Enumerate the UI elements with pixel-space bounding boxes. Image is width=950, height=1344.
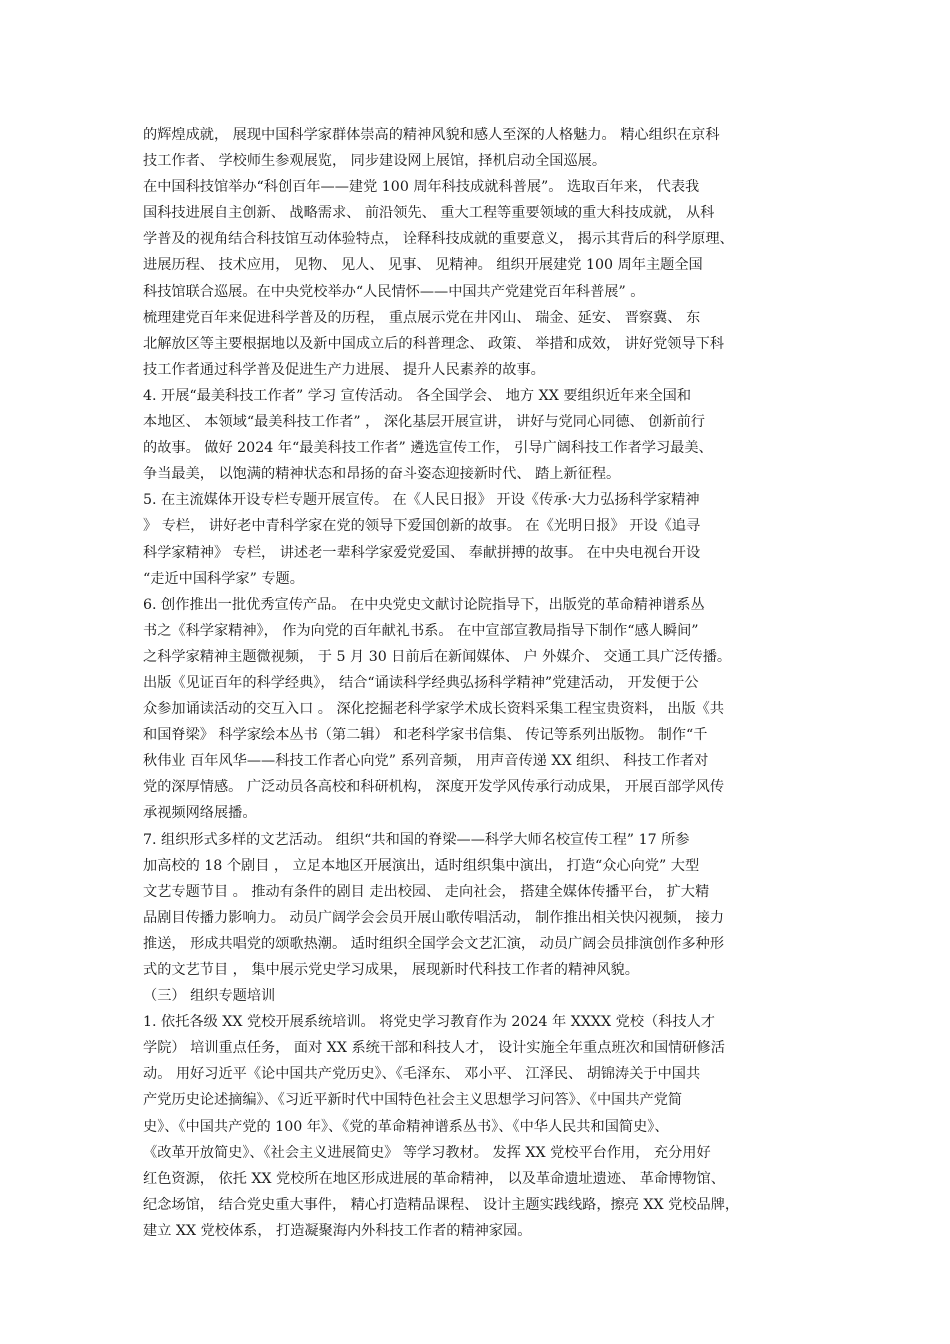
text-line: 》 专栏， 讲好老中青科学家在党的领导下爱国创新的故事。 在《光明日报》 开设《追寻 (143, 518, 701, 535)
text-line: 科技馆联合巡展。在中央党校举办“人民情怀——中国共产党建党百年科普展” 。 (143, 283, 645, 300)
text-line: 出版《见证百年的科学经典》， 结合“诵读科学经典弘扬科学精神”党建活动， 开发便于公 (143, 674, 699, 691)
text-line: 的辉煌成就， 展现中国科学家群体崇高的精神风貌和感人至深的人格魅力。 精心组织在京科 (143, 127, 720, 143)
text-line: 建立 XX 党校体系， 打造凝聚海内外科技工作者的精神家园。 (143, 1222, 532, 1239)
text-line: 品剧目传播力影响力。 动员广阔学会会员开展山歌传唱活动， 制作推出相关快闪视频， 接力 (143, 909, 725, 926)
text-line: 学院） 培训重点任务， 面对 XX 系统干部和科技人才， 设计实施全年重点班次和国情研修活 (143, 1040, 725, 1057)
text-line: 党的深厚情感。 广泛动员各高校和科研机构， 深度开发学风传承行动成果， 开展百部学风传 (143, 779, 725, 796)
text-line: 进展历程、 技术应用， 见物、 见人、 见事、 见精神。 组织开展建党 100 周年主题全国 (143, 257, 703, 274)
text-line: 1. 依托各级 XX 党校开展系统培训。 将党史学习教育作为 2024 年 XXXX 党校（科技人才 (143, 1014, 715, 1031)
text-line: 史》、《中国共产党的 100 年》、《党的革命精神谱系丛书》、《中华人民共和国简史》、 (143, 1118, 669, 1135)
text-line: 产党历史论述摘编》、《习近平新时代中国特色社会主义思想学习问答》、《中国共产党简 (143, 1092, 683, 1109)
document-body (143, 122, 813, 1244)
text-line: 文艺专题节目 。 推动有条件的剧目 走出校园、 走向社会， 搭建全媒体传播平台， 扩大精 (143, 883, 710, 900)
text-line: 秋伟业 百年风华——科技工作者心向党” 系列音频， 用声音传递 XX 组织、 科技工作者对 (143, 753, 709, 770)
text-line: 推送， 形成共唱党的颂歌热潮。 适时组织全国学会文艺汇演， 动员广阔会员排演创作多种形 (143, 935, 725, 952)
text-line: 承视频网络展播。 (143, 805, 257, 822)
text-line: 众参加诵读活动的交互入口 。 深化挖掘老科学家学术成长资料采集工程宝贵资料， 出版《共 (143, 701, 725, 718)
text-line: 和国脊梁》 科学家绘本丛书（第二辑） 和老科学家书信集、 传记等系列出版物。 制作“千 (143, 727, 708, 744)
text-line: 加高校的 18 个剧目 ， 立足本地区开展演出，适时组织集中演出， 打造“众心向党” 大型 (143, 857, 700, 874)
text-line: 6. 创作推出一批优秀宣传产品。 在中央党史文献讨论院指导下，出版党的革命精神谱系丛 (143, 596, 705, 613)
text-line: 5. 在主流媒体开设专栏专题开展宣传。 在《人民日报》 开设《传承·大力弘扬科学家精神 (143, 492, 700, 509)
text-line: 7. 组织形式多样的文艺活动。 组织“共和国的脊梁——科学大师名校宣传工程” 17 所参 (143, 831, 690, 848)
text-line: 红色资源， 依托 XX 党校所在地区形成进展的革命精神， 以及革命遗址遗迹、 革命博物馆、 (143, 1170, 725, 1187)
text-line: 本地区、 本领域“最美科技工作者” ， 深化基层开展宣讲， 讲好与党同心同德、 创新前行 (143, 414, 705, 431)
text-line: 书之《科学家精神》， 作为向党的百年献礼书系。 在中宣部宣教局指导下制作“感人瞬间” (143, 622, 699, 639)
text-line: 北解放区等主要根据地以及新中国成立后的科普理念、 政策、 举措和成效， 讲好党领导下科 (143, 335, 725, 352)
text-line: 动。 用好习近平《论中国共产党历史》、《毛泽东、 邓小平、 江泽民、 胡锦涛关于中国共 (143, 1066, 701, 1083)
text-line: 式的文艺节目 ， 集中展示党史学习成果， 展现新时代科技工作者的精神风貌。 (143, 962, 639, 978)
text-line: 之科学家精神主题微视频， 于 5 月 30 日前后在新闻媒体、 户 外媒介、 交通工具广泛传播。 (143, 648, 732, 665)
text-line: 争当最美， 以饱满的精神状态和昂扬的奋斗姿态迎接新时代、 踏上新征程。 (143, 466, 621, 483)
text-line: 学普及的视角结合科技馆互动体验特点， 诠释科技成就的重要意义， 揭示其背后的科学原理、 (143, 231, 734, 248)
text-line: 梳理建党百年来促进科学普及的历程， 重点展示党在井冈山、 瑞金、延安、 晋察冀、 东 (143, 309, 701, 326)
text-line: 4. 开展“最美科技工作者” 学习 宣传活动。 各全国学会、 地方 XX 要组织近年来全国和 (143, 387, 692, 404)
text-line: （三） 组织专题培训 (143, 988, 276, 1005)
text-line: 《改革开放简史》、《社会主义进展简史》 等学习教材。 发挥 XX 党校平台作用， 充分用好 (143, 1144, 711, 1161)
text-line: 技工作者通过科学普及促进生产力进展、 提升人民素养的故事。 (143, 361, 545, 378)
text-line: 国科技进展自主创新、 战略需求、 前沿领先、 重大工程等重要领域的重大科技成就， 从科 (143, 205, 715, 222)
text-line: “走近中国科学家” 专题。 (143, 570, 304, 587)
text-line: 纪念场馆， 结合党史重大事件， 精心打造精品课程、 设计主题实践线路，擦亮 XX 党校品牌， (143, 1196, 740, 1213)
text-line: 技工作者、 学校师生参观展览， 同步建设网上展馆，择机启动全国巡展。 (143, 153, 607, 170)
text-line: 的故事。 做好 2024 年“最美科技工作者” 遴选宣传工作， 引导广阔科技工作者学习最美、 (143, 440, 713, 457)
text-line: 科学家精神》 专栏， 讲述老一辈科学家爱党爱国、 奉献拼搏的故事。 在中央电视台开设 (143, 544, 701, 561)
text-line: 在中国科技馆举办“科创百年——建党 100 周年科技成就科普展”。 选取百年来， 代表我 (143, 179, 700, 196)
